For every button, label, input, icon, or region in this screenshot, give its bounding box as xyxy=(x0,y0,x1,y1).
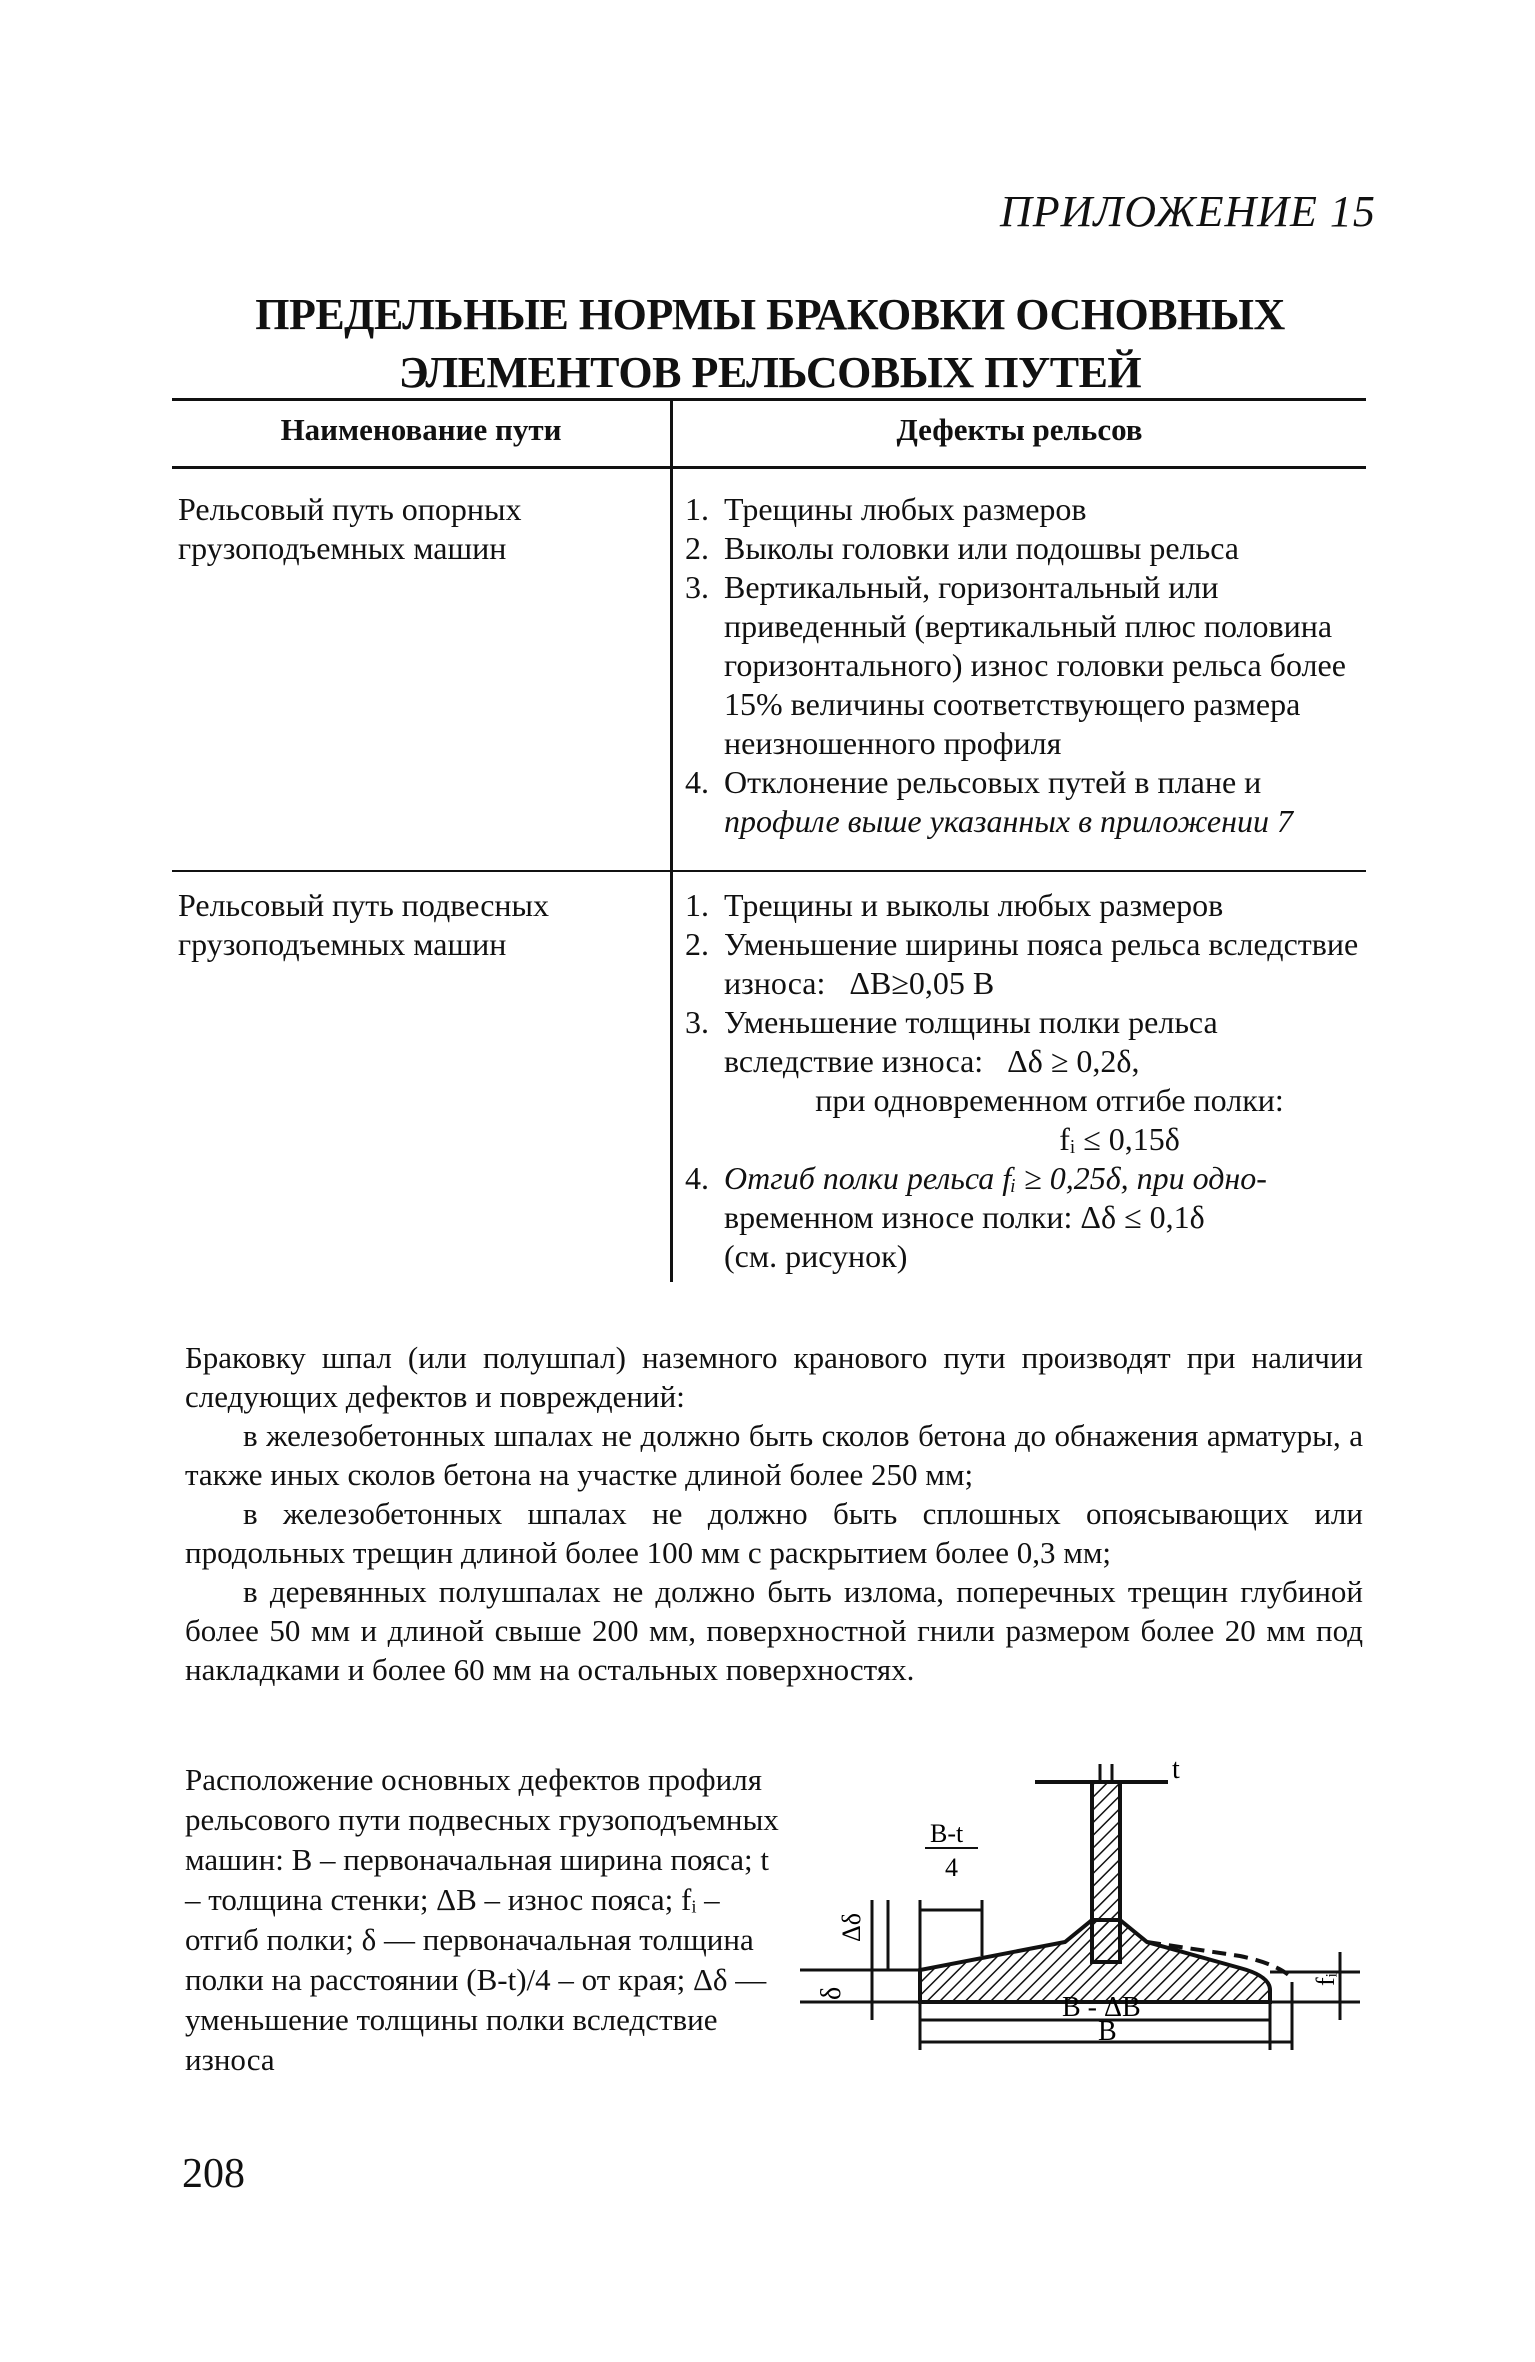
label-delta: δ xyxy=(816,1986,847,2000)
defect-text: Выколы головки или подошвы рельса xyxy=(724,530,1239,566)
paragraph: в железобетонных шпалах не должно быть сплошных опоясывающих или продольных трещин длиной более 100 мм с раскрытием более 0,3 мм; xyxy=(185,1496,1363,1570)
defect-item xyxy=(685,763,1375,841)
column-header-defects: Дефекты рельсов xyxy=(896,412,1143,447)
defect-formula: Δδ ≥ 0,2δ, xyxy=(1007,1043,1140,1079)
defect-number: 4. xyxy=(685,764,709,800)
defect-formula: fᵢ ≤ 0,15δ xyxy=(1059,1121,1180,1157)
column-header-name: Наименование пути xyxy=(280,412,562,447)
defect-text: Вертикальный, горизонтальный или приведенный (вертикальный плюс половина горизонтального) износ головки рельса более 15% величины соответствующего размера неизношенного профиля xyxy=(724,569,1346,761)
defect-formula: ΔB≥0,05 B xyxy=(849,965,995,1001)
defect-item xyxy=(685,1003,1375,1159)
paragraph: в железобетонных шпалах не должно быть сколов бетона до обнажения арматуры, а также иных сколов бетона на участке длиной более 250 мм; xyxy=(185,1418,1363,1492)
defect-item xyxy=(685,490,1375,529)
defect-number: 3. xyxy=(685,1004,709,1040)
label-bt-numerator: B-t xyxy=(930,1819,964,1848)
defect-number: 2. xyxy=(685,530,709,566)
defect-item xyxy=(685,886,1375,925)
label-delta-delta: Δδ xyxy=(837,1913,866,1942)
defect-number: 2. xyxy=(685,926,709,962)
row-1-defects xyxy=(685,490,1375,841)
row-2-name: Рельсовый путь подвесных грузоподъемных машин xyxy=(178,887,550,962)
row-1-name: Рельсовый путь опорных грузоподъемных машин xyxy=(178,491,522,566)
defect-extra: (см. рисунок) xyxy=(724,1238,908,1274)
defect-text: временном износе полки: Δδ ≤ 0,1δ xyxy=(724,1199,1205,1235)
defect-text-italic: Отгиб полки рельса fᵢ ≥ 0,25δ, при одно- xyxy=(724,1160,1267,1196)
defect-item xyxy=(685,568,1375,763)
defect-text: Уменьшение толщины полки рельса вследствие износа: xyxy=(724,1004,1218,1079)
defect-number: 1. xyxy=(685,887,709,923)
defect-text: Трещины и выколы любых размеров xyxy=(724,887,1224,923)
paragraph: в деревянных полушпалах не должно быть излома, поперечных трещин глубиной более 50 мм и длиной свыше 200 мм, поверхностной гнили размером более 20 мм под накладками и более 60 мм на остальных поверхностях. xyxy=(185,1574,1363,1687)
title-line-2: ЭЛЕМЕНТОВ РЕЛЬСОВЫХ ПУТЕЙ xyxy=(398,348,1142,397)
table-header-rule xyxy=(172,466,1366,469)
defect-text-italic: профиле выше указанных в приложении 7 xyxy=(724,803,1293,839)
defect-number: 1. xyxy=(685,491,709,527)
figure-caption: Расположение основных дефектов профиля рельсового пути подвесных грузоподъемных машин: В – первоначальная ширина пояса; t – толщина стенки; ΔВ – износ пояса; fᵢ – отгиб полки; δ — первоначальная толщина полки на расстоянии (В-t)/4 – от края; Δδ — уменьшение толщины полки вследствие износа xyxy=(185,1762,779,2077)
defect-number: 4. xyxy=(685,1160,709,1196)
defect-item xyxy=(685,925,1375,1003)
defect-number: 3. xyxy=(685,569,709,605)
label-b: B xyxy=(1098,2016,1117,2047)
defect-item xyxy=(685,1159,1375,1276)
sleeper-requirements xyxy=(185,1338,1363,1689)
appendix-label: ПРИЛОЖЕНИЕ 15 xyxy=(1000,187,1376,236)
label-bt-denominator: 4 xyxy=(945,1853,958,1882)
defect-extra: при одновременном отгибе полки: xyxy=(815,1082,1284,1118)
page-title xyxy=(170,286,1370,402)
table-row-rule xyxy=(172,870,1366,872)
defect-text: Трещины любых размеров xyxy=(724,491,1087,527)
table-column-rule xyxy=(670,400,673,1282)
label-b-minus-db: B - ΔB xyxy=(1062,1992,1141,2023)
page-number: 208 xyxy=(182,2151,245,2197)
table-top-rule xyxy=(172,398,1366,401)
rail-profile-figure xyxy=(800,1720,1380,2050)
paragraph: Браковку шпал (или полушпал) наземного кранового пути производят при наличии следующих дефектов и повреждений: xyxy=(185,1340,1363,1414)
rail-flange xyxy=(920,1920,1270,2002)
defect-text: Уменьшение ширины пояса рельса вследствие износа: xyxy=(724,926,1359,1001)
row-2-defects xyxy=(685,886,1375,1276)
label-t: t xyxy=(1172,1754,1180,1785)
defect-text: Отклонение рельсовых путей в плане и xyxy=(724,764,1262,800)
title-line-1: ПРЕДЕЛЬНЫЕ НОРМЫ БРАКОВКИ ОСНОВНЫХ xyxy=(255,290,1285,339)
defect-item xyxy=(685,529,1375,568)
label-fi: fᵢ xyxy=(1311,1973,1340,1986)
